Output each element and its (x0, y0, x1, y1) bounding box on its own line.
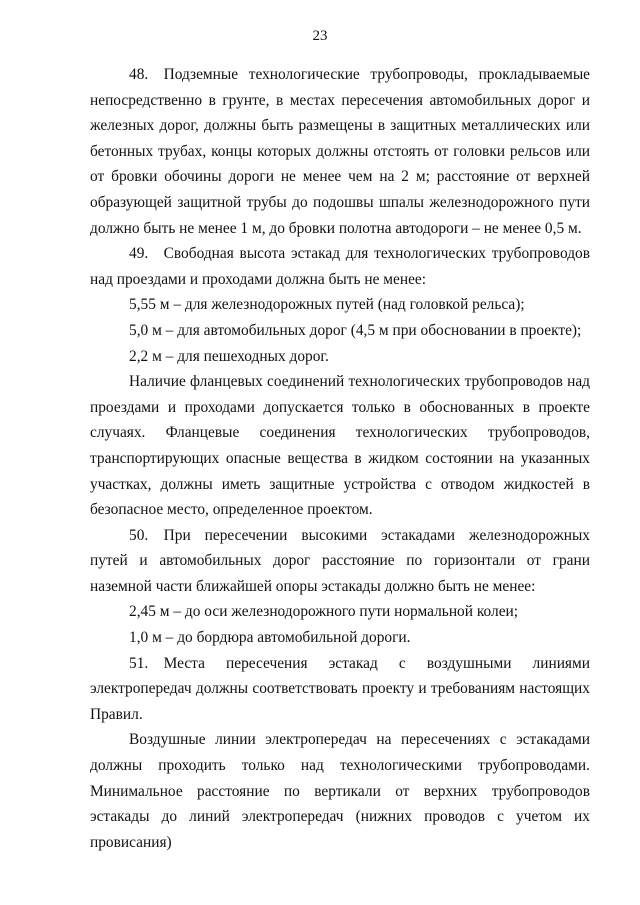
paragraph-power-lines: Воздушные линии электропередач на пересечениях с эстакадами должны проходить только над технологическими трубопроводами. Минимальное расстояние по вертикали от верхних трубопроводов эстакады до линий электропередач (нижних проводов с учетом их провисания) (90, 731, 590, 851)
page-number: 23 (312, 28, 328, 44)
paragraph-51: 51. Места пересечения эстакад с воздушными линиями электропередач должны соответствовать проекту и требованиям настоящих Правил. (90, 654, 590, 723)
list-item-railway-height: 5,55 м – для железнодорожных путей (над головкой рельса); (129, 296, 525, 314)
list-item-railway-distance: 2,45 м – до оси железнодорожного пути нормальной колеи; (129, 603, 519, 621)
list-item-pedestrian-height: 2,2 м – для пешеходных дорог. (129, 347, 329, 365)
document-body (90, 62, 590, 855)
paragraph-49: 49. Свободная высота эстакад для технологических трубопроводов над проездами и проходами должна быть не менее: (90, 245, 590, 288)
paragraph-50: 50. При пересечении высокими эстакадами железнодорожных путей и автомобильных дорог расстояние по горизонтали от грани наземной части ближайшей опоры эстакады должно быть не менее: (90, 526, 590, 595)
list-item-road-distance: 1,0 м – до бордюра автомобильной дороги. (129, 629, 411, 647)
paragraph-flange-connections: Наличие фланцевых соединений технологических трубопроводов над проездами и проходами допускается только в обоснованных в проекте случаях. Фланцевые соединения технологических трубопроводов, транспортирующих опасные вещества в жидком состоянии на указанных участках, должны иметь защитные устройства с отводом жидкостей в безопасное место, определенное проектом. (90, 373, 590, 519)
paragraph-48: 48. Подземные технологические трубопроводы, прокладываемые непосредственно в грунте, в местах пересечения автомобильных дорог и железных дорог, должны быть размещены в защитных металлических или бетонных трубах, концы которых должны отстоять от головки рельсов или от бровки обочины дороги не менее чем на 2 м; расстояние от верхней образующей защитной трубы до подошвы шпалы железнодорожного пути должно быть не менее 1 м, до бровки полотна автодороги – не менее 0,5 м. (90, 66, 590, 237)
list-item-road-height: 5,0 м – для автомобильных дорог (4,5 м при обосновании в проекте); (129, 321, 582, 339)
